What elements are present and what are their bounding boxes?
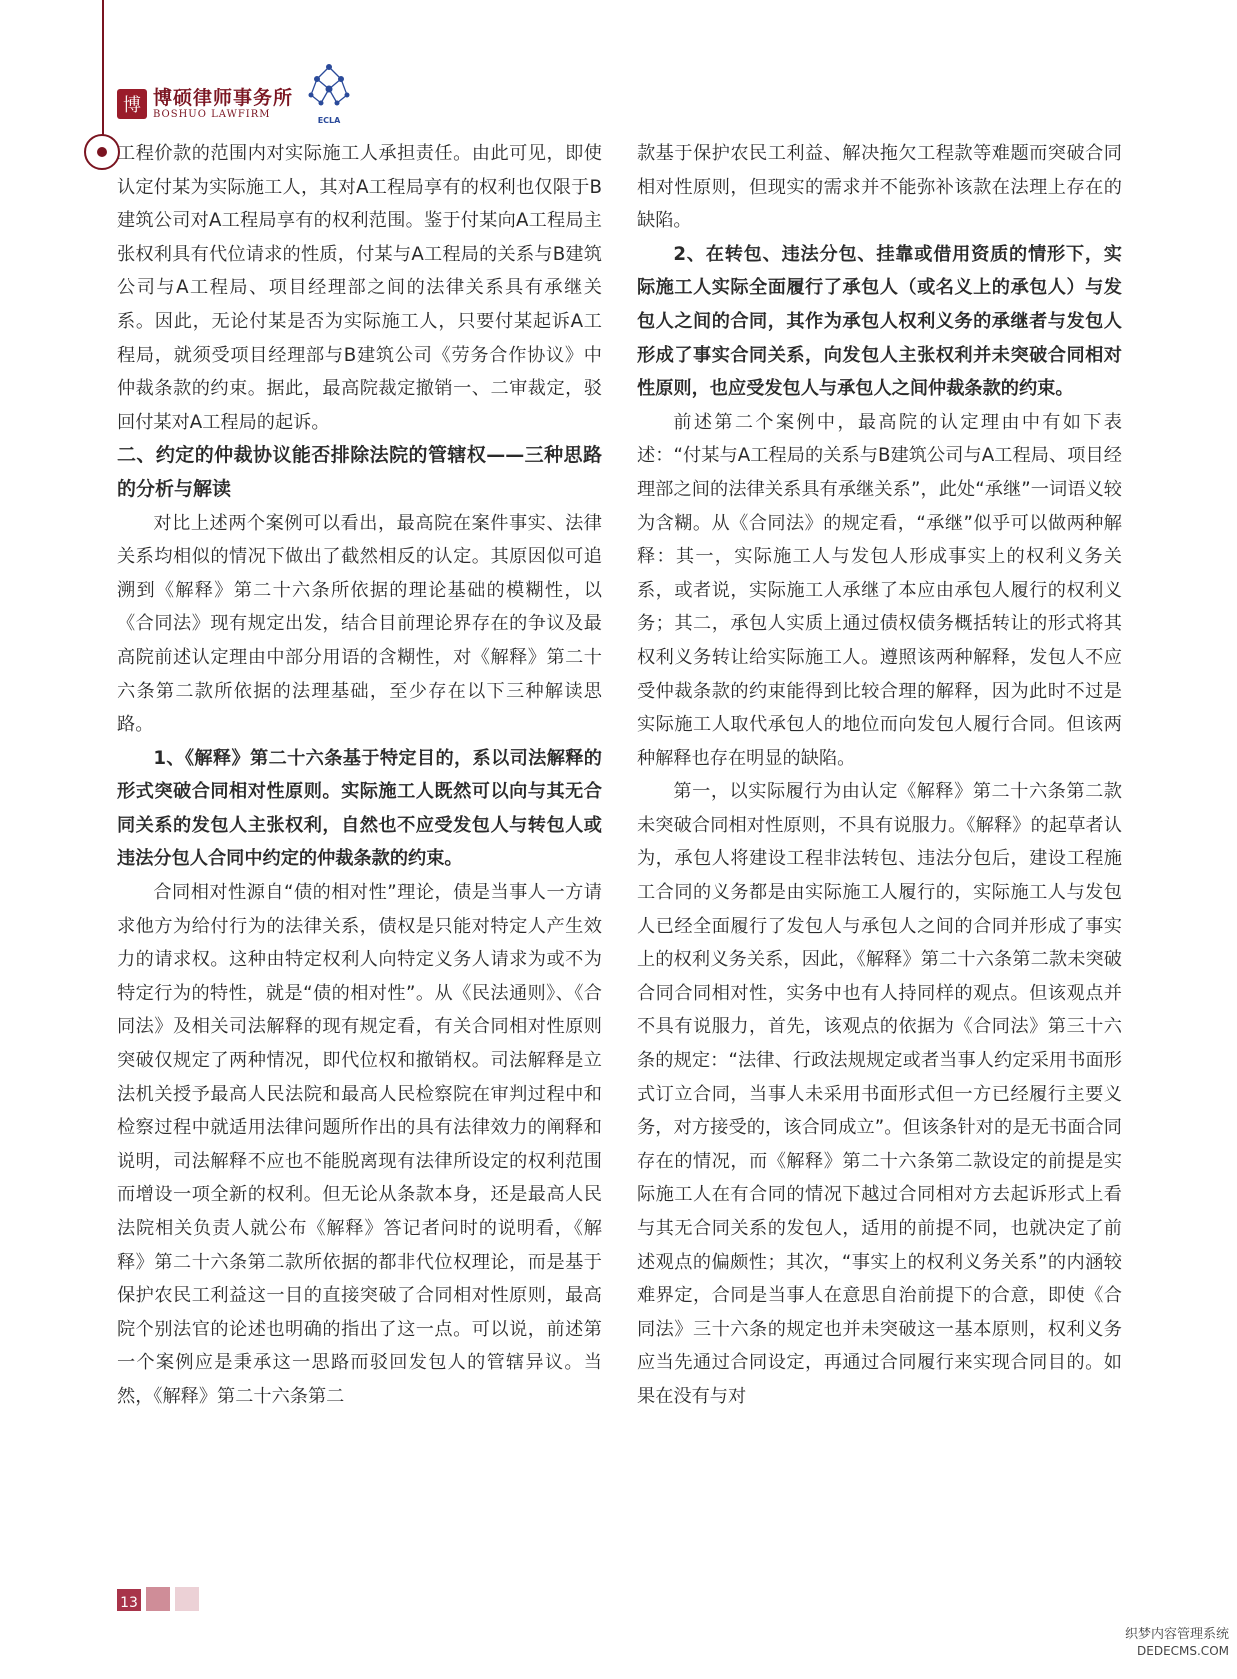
firm-name-cn: 博硕律师事务所 — [153, 87, 294, 109]
paragraph: 工程价款的范围内对实际施工人承担责任。由此可见，即使认定付某为实际施工人，其对A工程局享有的权利也仅限于B建筑公司对A工程局享有的权利范围。鉴于付某向A工程局主张权利具有代位请求的性质，付某与A工程局的关系与B建筑公司与A工程局、项目经理部之间的法律关系具有承继关系。因此，无论付某是否为实际施工人，只要付某起诉A工程局，就须受项目经理部与B建筑公司《劳务合作协议》中仲裁条款的约束。据此，最高院裁定撤销一、二审裁定，驳回付某对A工程局的起诉。 — [117, 143, 602, 433]
right-column — [637, 137, 1122, 1414]
margin-bullet-icon — [84, 134, 120, 170]
page-header — [117, 82, 355, 126]
firm-name-en: BOSHUO LAWFIRM — [153, 109, 271, 120]
paragraph: 第一，以实际履行为由认定《解释》第二十六条第二款未突破合同相对性原则，不具有说服力。《解释》的起草者认为，承包人将建设工程非法转包、违法分包后，建设工程施工合同的义务都是由实际施工人履行的，实际施工人与发包人已经全面履行了发包人与承包人之间的合同并形成了事实上的权利义务关系，因此，《解释》第二十六条第二款未突破合同合同相对性，实务中也有人持同样的观点。但该观点并不具有说服力，首先，该观点的依据为《合同法》第三十六条的规定：“法律、行政法规规定或者当事人约定采用书面形式订立合同，当事人未采用书面形式但一方已经履行主要义务，对方接受的，该合同成立”。但该条针对的是无书面合同存在的情况，而《解释》第二十六条第二款设定的前提是实际施工人在有合同的情况下越过合同相对方去起诉形式上看与其无合同关系的发包人，适用的前提不同，也就决定了前述观点的偏颇性；其次，“事实上的权利义务关系”的内涵较难界定，合同是当事人在意思自治前提下的合意，即使《合同法》三十六条的规定也并未突破这一基本原则，权利义务应当先通过合同设定，再通过合同履行来实现合同目的。如果在没有与对 — [637, 781, 1122, 1407]
ecla-logo — [303, 63, 355, 125]
firm-logo-icon: 博 — [117, 89, 147, 119]
header-vertical-line — [102, 0, 104, 150]
page-number: 13 — [117, 1589, 141, 1611]
left-column — [117, 137, 602, 1414]
watermark-line1: 织梦内容管理系统 — [1124, 1627, 1229, 1642]
watermark — [1125, 1627, 1229, 1659]
decor-square — [175, 1587, 199, 1611]
section-heading: 二、约定的仲裁协议能否排除法院的管辖权——三种思路的分析与解读 — [117, 444, 602, 500]
ecla-logo-text: ECLA — [317, 116, 341, 125]
watermark-line2: DEDECMS.COM — [1137, 1644, 1229, 1658]
paragraph: 2、在转包、违法分包、挂靠或借用资质的情形下，实际施工人实际全面履行了承包人（或名义上的承包人）与发包人之间的合同，其作为承包人权利义务的承继者与发包人形成了事实合同关系，向发包人主张权利并未突破合同相对性原则，也应受发包人与承包人之间仲裁条款的约束。 — [637, 243, 1122, 400]
ecla-network-icon — [303, 63, 355, 111]
paragraph: 1、《解释》第二十六条基于特定目的，系以司法解释的形式突破合同相对性原则。实际施工人既然可以向与其无合同关系的发包人主张权利，自然也不应受发包人与转包人或违法分包人合同中约定的仲裁条款的约束。 — [117, 747, 602, 870]
firm-name — [153, 87, 293, 121]
page-footer — [117, 1587, 199, 1611]
paragraph: 前述第二个案例中，最高院的认定理由中有如下表述：“付某与A工程局的关系与B建筑公司与A工程局、项目经理部之间的法律关系具有承继关系”，此处“承继”一词语义较为含糊。从《合同法》的规定看，“承继”似乎可以做两种解释：其一，实际施工人与发包人形成事实上的权利义务关系，或者说，实际施工人承继了本应由承包人履行的权利义务；其二，承包人实质上通过债权债务概括转让的形式将其权利义务转让给实际施工人。遵照该两种解释，发包人不应受仲裁条款的约束能得到比较合理的解释，因为此时不过是实际施工人取代承包人的地位而向发包人履行合同。但该两种解释也存在明显的缺陷。 — [637, 411, 1122, 769]
paragraph: 对比上述两个案例可以看出，最高院在案件事实、法律关系均相似的情况下做出了截然相反的认定。其原因似可追溯到《解释》第二十六条所依据的理论基础的模糊性，以《合同法》现有规定出发，结合目前理论界存在的争议及最高院前述认定理由中部分用语的含糊性，对《解释》第二十六条第二款所依据的法理基础，至少存在以下三种解读思路。 — [117, 512, 602, 736]
decor-square — [146, 1587, 170, 1611]
paragraph: 款基于保护农民工利益、解决拖欠工程款等难题而突破合同相对性原则，但现实的需求并不能弥补该款在法理上存在的缺陷。 — [637, 143, 1122, 232]
paragraph: 合同相对性源自“债的相对性”理论，债是当事人一方请求他方为给付行为的法律关系，债权是只能对特定人产生效力的请求权。这种由特定权利人向特定义务人请求为或不为特定行为的特性，就是“债的相对性”。从《民法通则》、《合同法》及相关司法解释的现有规定看，有关合同相对性原则突破仅规定了两种情况，即代位权和撤销权。司法解释是立法机关授予最高人民法院和最高人民检察院在审判过程中和检察过程中就适用法律问题所作出的具有法律效力的阐释和说明，司法解释不应也不能脱离现有法律所设定的权利范围而增设一项全新的权利。但无论从条款本身，还是最高人民法院相关负责人就公布《解释》答记者问时的说明看，《解释》第二十六条第二款所依据的都非代位权理论，而是基于保护农民工利益这一目的直接突破了合同相对性原则，最高院个别法官的论述也明确的指出了这一点。可以说，前述第一个案例应是秉承这一思路而驳回发包人的管辖异议。当然，《解释》第二十六条第二 — [117, 882, 602, 1407]
